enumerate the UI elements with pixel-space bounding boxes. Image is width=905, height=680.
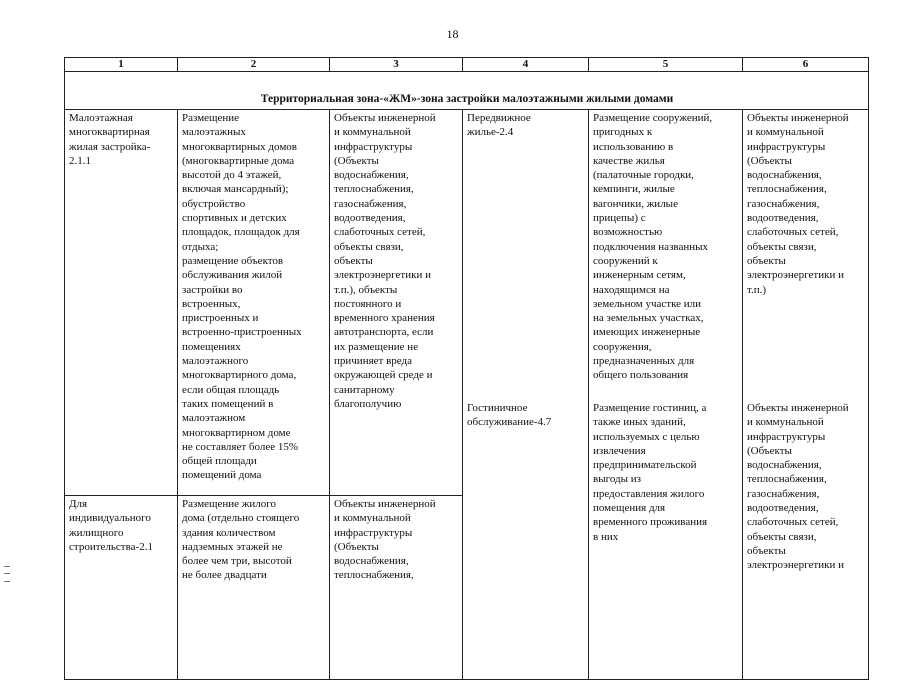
use-type-name: Малоэтажная многоквартирная жилая застройка- 2.1.1 bbox=[65, 110, 178, 496]
column-header-4: 4 bbox=[463, 58, 589, 72]
conditional-auxiliary-objects: Объекты инженерной и коммунальной инфраструктуры (Объекты водоснабжения, теплоснабжения, газоснабжения, водоотведения, слаботочных сетей, объекты связи, объекты электроэнергетики и т.п.) bbox=[747, 112, 849, 296]
page-number: 18 bbox=[446, 27, 459, 41]
conditional-use-description: Размещение гостиниц, а также иных зданий, используемых с целью извлечения предпринимательской выгоды из предоставления жилого помещения для временного проживания в них bbox=[593, 402, 708, 543]
conditional-use-name: Гостиничное обслуживание-4.7 bbox=[467, 402, 552, 429]
conditional-use-description-cell bbox=[589, 110, 743, 680]
column-header-1: 1 bbox=[65, 58, 178, 72]
use-type-description: Размещение малоэтажных многоквартирных домов (многоквартирные дома высотой до 4 этажей, включая мансардный); обустройство спортивных и детских площадок, площадок для отдыха; размещение объектов обслуживания жилой застройки во встроенных, пристроенных и встроенно-пристроенных помещениях малоэтажного многоквартирного дома, если общая площадь таких помещений в малоэтажном многоквартирном доме не составляет более 15% общей площади помещений дома bbox=[178, 110, 330, 496]
table-row bbox=[65, 110, 869, 400]
conditional-use-name-cell bbox=[463, 110, 589, 680]
land-use-table bbox=[64, 57, 869, 680]
zone-title-row bbox=[65, 72, 869, 110]
use-type-name: Для индивидуального жилищного строительства-2.1 bbox=[65, 496, 178, 680]
conditional-use-name: Передвижное жилье-2.4 bbox=[467, 112, 531, 139]
conditional-auxiliary-objects: Объекты инженерной и коммунальной инфраструктуры (Объекты водоснабжения, теплоснабжения, газоснабжения, водоотведения, слаботочных сетей, объекты связи, объекты электроэнергетики и bbox=[747, 402, 849, 572]
column-header-2: 2 bbox=[178, 58, 330, 72]
column-header-5: 5 bbox=[589, 58, 743, 72]
conditional-auxiliary-cell bbox=[743, 110, 869, 680]
margin-scan-mark bbox=[4, 566, 10, 582]
auxiliary-objects: Объекты инженерной и коммунальной инфраструктуры (Объекты водоснабжения, теплоснабжения, газоснабжения, водоотведения, слаботочных сетей, объекты связи, объекты электроэнергетики и т.п.), объекты постоянного и временного хранения автотранспорта, если их размещение не причиняет вреда окружающей среде и санитарному благополучию bbox=[330, 110, 463, 496]
column-number-row bbox=[65, 58, 869, 72]
use-type-description: Размещение жилого дома (отдельно стоящего здания количеством надземных этажей не более чем три, высотой не более двадцати bbox=[178, 496, 330, 680]
column-header-6: 6 bbox=[743, 58, 869, 72]
column-header-3: 3 bbox=[330, 58, 463, 72]
conditional-use-description: Размещение сооружений, пригодных к использованию в качестве жилья (палаточные городки, кемпинги, жилые вагончики, жилые прицепы) с возможностью подключения названных сооружений к инженерным сетям, находящимся на земельном участке или на земельных участках, имеющих инженерные сооружения, предназначенных для общего пользования bbox=[593, 112, 713, 382]
auxiliary-objects: Объекты инженерной и коммунальной инфраструктуры (Объекты водоснабжения, теплоснабжения, bbox=[330, 496, 463, 680]
zone-title: Территориальная зона-«ЖМ»-зона застройки малоэтажными жилыми домами bbox=[65, 72, 869, 110]
